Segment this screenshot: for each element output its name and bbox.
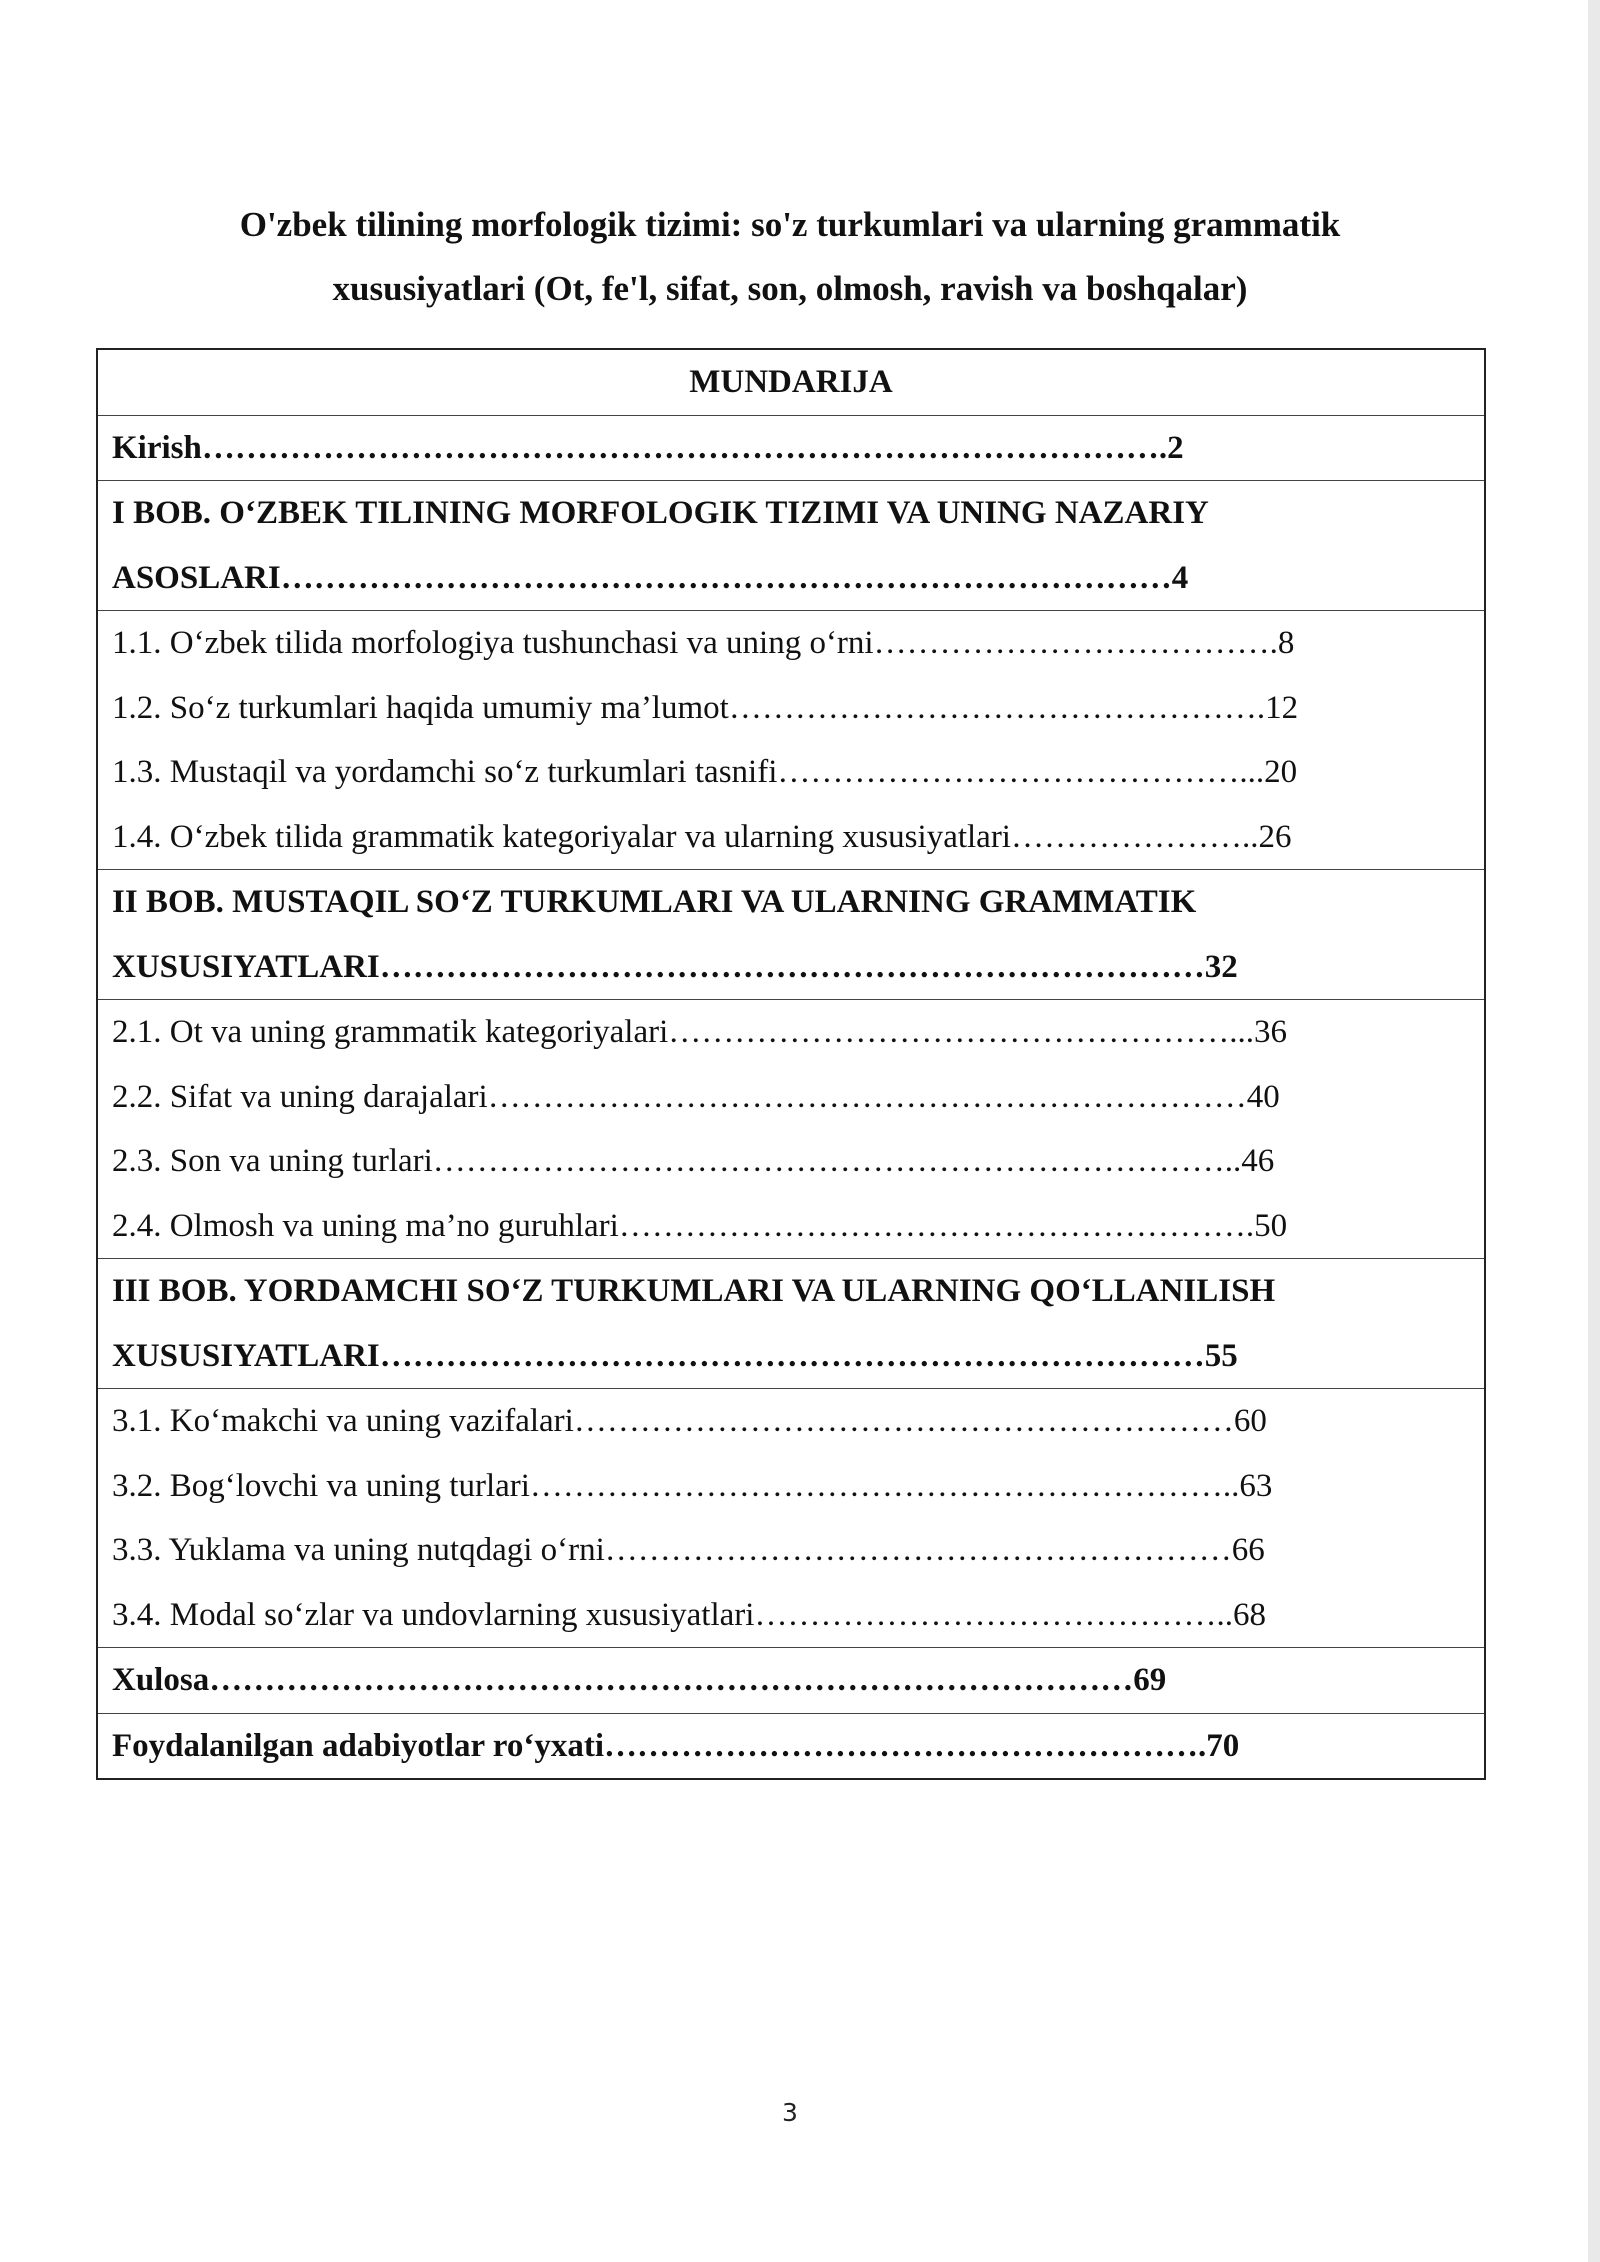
toc-section-1-2: 1.2. So‘z turkumlari haqida umumiy ma’lumot………………………………………….12 (112, 689, 1299, 726)
toc-section-2-2: 2.2. Sifat va uning darajalari……………………………………………………………40 (112, 1078, 1280, 1115)
title-line-2: xususiyatlari (Ot, fe'l, sifat, son, olmosh, ravish va boshqalar) (332, 269, 1248, 308)
table-of-contents (96, 348, 1486, 1780)
toc-kirish-cell (98, 415, 1484, 481)
toc-entry-xulosa: Xulosa…………………………………………………………………………69 (112, 1662, 1167, 1698)
toc-section-1-4: 1.4. O‘zbek tilida grammatik kategoriyalar va ularning xususiyatlari…………………..26 (112, 818, 1292, 855)
toc-chapter-2-line-2: XUSUSIYATLARI…………………………………………………………………32 (112, 948, 1238, 985)
toc-chapter-1-cell (98, 480, 1484, 610)
page-number: 3 (782, 2098, 798, 2127)
title-line-1: O'zbek tilining morfologik tizimi: so'z turkumlari va ularning grammatik (239, 205, 1341, 244)
toc-heading: MUNDARIJA (689, 364, 893, 400)
toc-chapter-1-sections (98, 610, 1484, 869)
toc-references-cell (98, 1713, 1484, 1779)
toc-xulosa-cell (98, 1647, 1484, 1713)
toc-chapter-3-sections (98, 1388, 1484, 1647)
toc-section-2-3: 2.3. Son va uning turlari………………………………………………………………..46 (112, 1143, 1275, 1179)
toc-section-3-4: 3.4. Modal so‘zlar va undovlarning xususiyatlari……………………………………..68 (112, 1596, 1266, 1633)
toc-chapter-2-line-1: II BOB. MUSTAQIL SO‘Z TURKUMLARI VA ULARNING GRAMMATIK (112, 884, 1197, 920)
toc-section-3-1: 3.1. Ko‘makchi va uning vazifalari……………………………………………………60 (112, 1403, 1267, 1439)
toc-chapter-3-line-1: III BOB. YORDAMCHI SO‘Z TURKUMLARI VA ULARNING QO‘LLANILISH (112, 1273, 1276, 1309)
toc-section-1-1: 1.1. O‘zbek tilida morfologiya tushunchasi va uning o‘rni……………………………….8 (112, 625, 1295, 661)
toc-chapter-3-line-2: XUSUSIYATLARI…………………………………………………………………55 (112, 1337, 1238, 1374)
toc-section-3-2: 3.2. Bog‘lovchi va uning turlari………………………………………………………..63 (112, 1467, 1273, 1504)
toc-entry-kirish: Kirish…………………………………………………………………………….2 (112, 429, 1184, 466)
toc-heading-cell (98, 350, 1484, 415)
toc-section-2-4: 2.4. Olmosh va uning ma’no guruhlari………………………………………………….50 (112, 1207, 1288, 1244)
toc-chapter-1-line-1: I BOB. O‘ZBEK TILINING MORFOLOGIK TIZIMI VA UNING NAZARIY (112, 495, 1209, 531)
toc-section-1-3: 1.3. Mustaqil va yordamchi so‘z turkumlari tasnifi……………………………………...20 (112, 754, 1298, 790)
toc-section-3-3: 3.3. Yuklama va uning nutqdagi o‘rni…………………………………………………66 (112, 1532, 1265, 1568)
toc-chapter-1-line-2: ASOSLARI………………………………………………………………………4 (112, 559, 1189, 596)
document-title (140, 193, 1440, 321)
toc-section-2-1: 2.1. Ot va uning grammatik kategoriyalari……………………………………………...36 (112, 1014, 1288, 1050)
toc-chapter-2-sections (98, 999, 1484, 1258)
toc-entry-references: Foydalanilgan adabiyotlar ro‘yxati……………………………………………….70 (112, 1727, 1240, 1764)
toc-chapter-3-cell (98, 1258, 1484, 1388)
toc-chapter-2-cell (98, 869, 1484, 999)
page-edge-shadow (1588, 0, 1600, 2262)
